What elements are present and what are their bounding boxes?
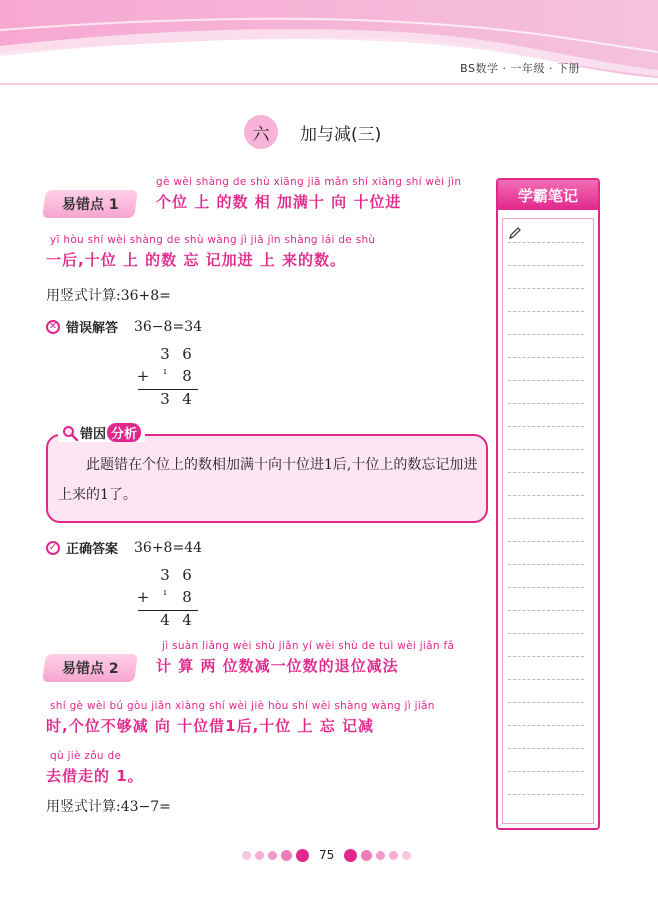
- note-line: [508, 311, 584, 312]
- analysis-title-a: 错因: [80, 427, 107, 442]
- digit: 3: [160, 390, 170, 408]
- correct-answer-label: 正确答案: [66, 542, 119, 557]
- note-line: [508, 610, 584, 611]
- point2-question: 用竖式计算:43−7=: [46, 799, 171, 815]
- operator: +: [136, 367, 150, 385]
- note-line: [508, 702, 584, 703]
- note-line: [508, 725, 584, 726]
- point1-question: 用竖式计算:36+8=: [46, 288, 171, 304]
- wrong-answer-row: [46, 317, 202, 336]
- point1-text-line2: 一后,十位 上 的数 忘 记加进 上 来的数。: [46, 251, 347, 269]
- error-point-2-tag: 易错点 2: [42, 654, 138, 682]
- note-line: [508, 587, 584, 588]
- digit: 6: [182, 566, 192, 584]
- correct-vertical-calc: [128, 566, 198, 633]
- point1-pinyin-line1: gè wèi shàng de shù xiāng jiā mǎn shí xiàng shí wèi jìn: [156, 176, 462, 188]
- footer-dot: [268, 851, 277, 860]
- digit: 3: [160, 345, 170, 363]
- correct-answer-row: [46, 538, 202, 557]
- digit: 4: [182, 611, 192, 629]
- point2-text-line3: 去借走的 1。: [46, 767, 144, 785]
- note-line: [508, 518, 584, 519]
- wrong-answer-label: 错误解答: [66, 321, 119, 336]
- point2-pinyin-line2: shí gè wèi bú gòu jiǎn xiàng shí wèi jiè hòu shí wèi shàng wàng jì jiǎn: [50, 700, 435, 712]
- note-line: [508, 380, 584, 381]
- note-line: [508, 288, 584, 289]
- page-footer: [240, 848, 413, 862]
- note-line: [508, 403, 584, 404]
- footer-dot: [389, 851, 398, 860]
- note-line: [508, 426, 584, 427]
- note-line: [508, 794, 584, 795]
- error-point-1-tag: 易错点 1: [42, 190, 138, 218]
- point1-text-line1: 个位 上 的数 相 加满十 向 十位进: [156, 193, 402, 211]
- footer-dot: [402, 851, 411, 860]
- note-line: [508, 656, 584, 657]
- note-line: [508, 242, 584, 243]
- note-line: [508, 334, 584, 335]
- wrong-answer-equation: 36−8=34: [134, 318, 203, 335]
- chapter-number-badge: 六: [244, 115, 278, 149]
- note-line: [508, 265, 584, 266]
- notes-area[interactable]: [502, 218, 594, 824]
- footer-dot: [376, 851, 385, 860]
- error-analysis-text: 此题错在个位上的数相加满十向十位进1后,十位上的数忘记加进上来的1了。: [58, 457, 478, 503]
- carry-mark: ı: [163, 588, 167, 598]
- digit: 8: [182, 588, 192, 606]
- chapter-title: [244, 115, 381, 149]
- note-line: [508, 564, 584, 565]
- book-subject-label: BS数学 · 一年级 · 下册: [460, 62, 580, 75]
- error-analysis-title: [58, 423, 145, 442]
- footer-dot: [344, 849, 357, 862]
- footer-dot: [242, 851, 251, 860]
- correct-answer-equation: 36+8=44: [134, 539, 203, 556]
- point2-text-line1: 计 算 两 位数减一位数的退位减法: [156, 657, 399, 675]
- note-line: [508, 771, 584, 772]
- point2-pinyin-line3: qù jiè zǒu de: [50, 750, 122, 762]
- note-line: [508, 449, 584, 450]
- operator: +: [136, 588, 150, 606]
- analysis-title-b: 分析: [107, 423, 141, 442]
- point1-pinyin-line2: yī hòu shí wèi shàng de shù wàng jì jiā jìn shàng lái de shù: [50, 234, 376, 246]
- notes-title: 学霸笔记: [498, 180, 598, 210]
- note-line: [508, 495, 584, 496]
- footer-dot: [281, 850, 292, 861]
- digit: 8: [182, 367, 192, 385]
- wrong-vertical-calc: [128, 345, 198, 412]
- footer-dot: [361, 850, 372, 861]
- note-line: [508, 357, 584, 358]
- point2-text-line2: 时,个位不够减 向 十位借1后,十位 上 忘 记减: [46, 717, 374, 735]
- page-number: 75: [319, 848, 335, 862]
- check-circle-icon: ✓: [46, 541, 60, 555]
- note-line: [508, 679, 584, 680]
- note-line: [508, 748, 584, 749]
- note-line: [508, 472, 584, 473]
- footer-dot: [296, 849, 309, 862]
- point2-pinyin-line1: jì suàn liǎng wèi shù jiǎn yí wèi shù de tuì wèi jiǎn fǎ: [162, 640, 455, 652]
- note-line: [508, 633, 584, 634]
- digit: 3: [160, 566, 170, 584]
- chapter-title-text: 加与减(三): [300, 124, 382, 145]
- digit: 6: [182, 345, 192, 363]
- magnifier-icon: [62, 425, 78, 441]
- carry-mark: ı: [163, 367, 167, 377]
- cross-circle-icon: ✕: [46, 320, 60, 334]
- footer-dot: [255, 851, 264, 860]
- digit: 4: [182, 390, 192, 408]
- pencil-icon: [508, 226, 522, 240]
- digit: 4: [160, 611, 170, 629]
- note-line: [508, 541, 584, 542]
